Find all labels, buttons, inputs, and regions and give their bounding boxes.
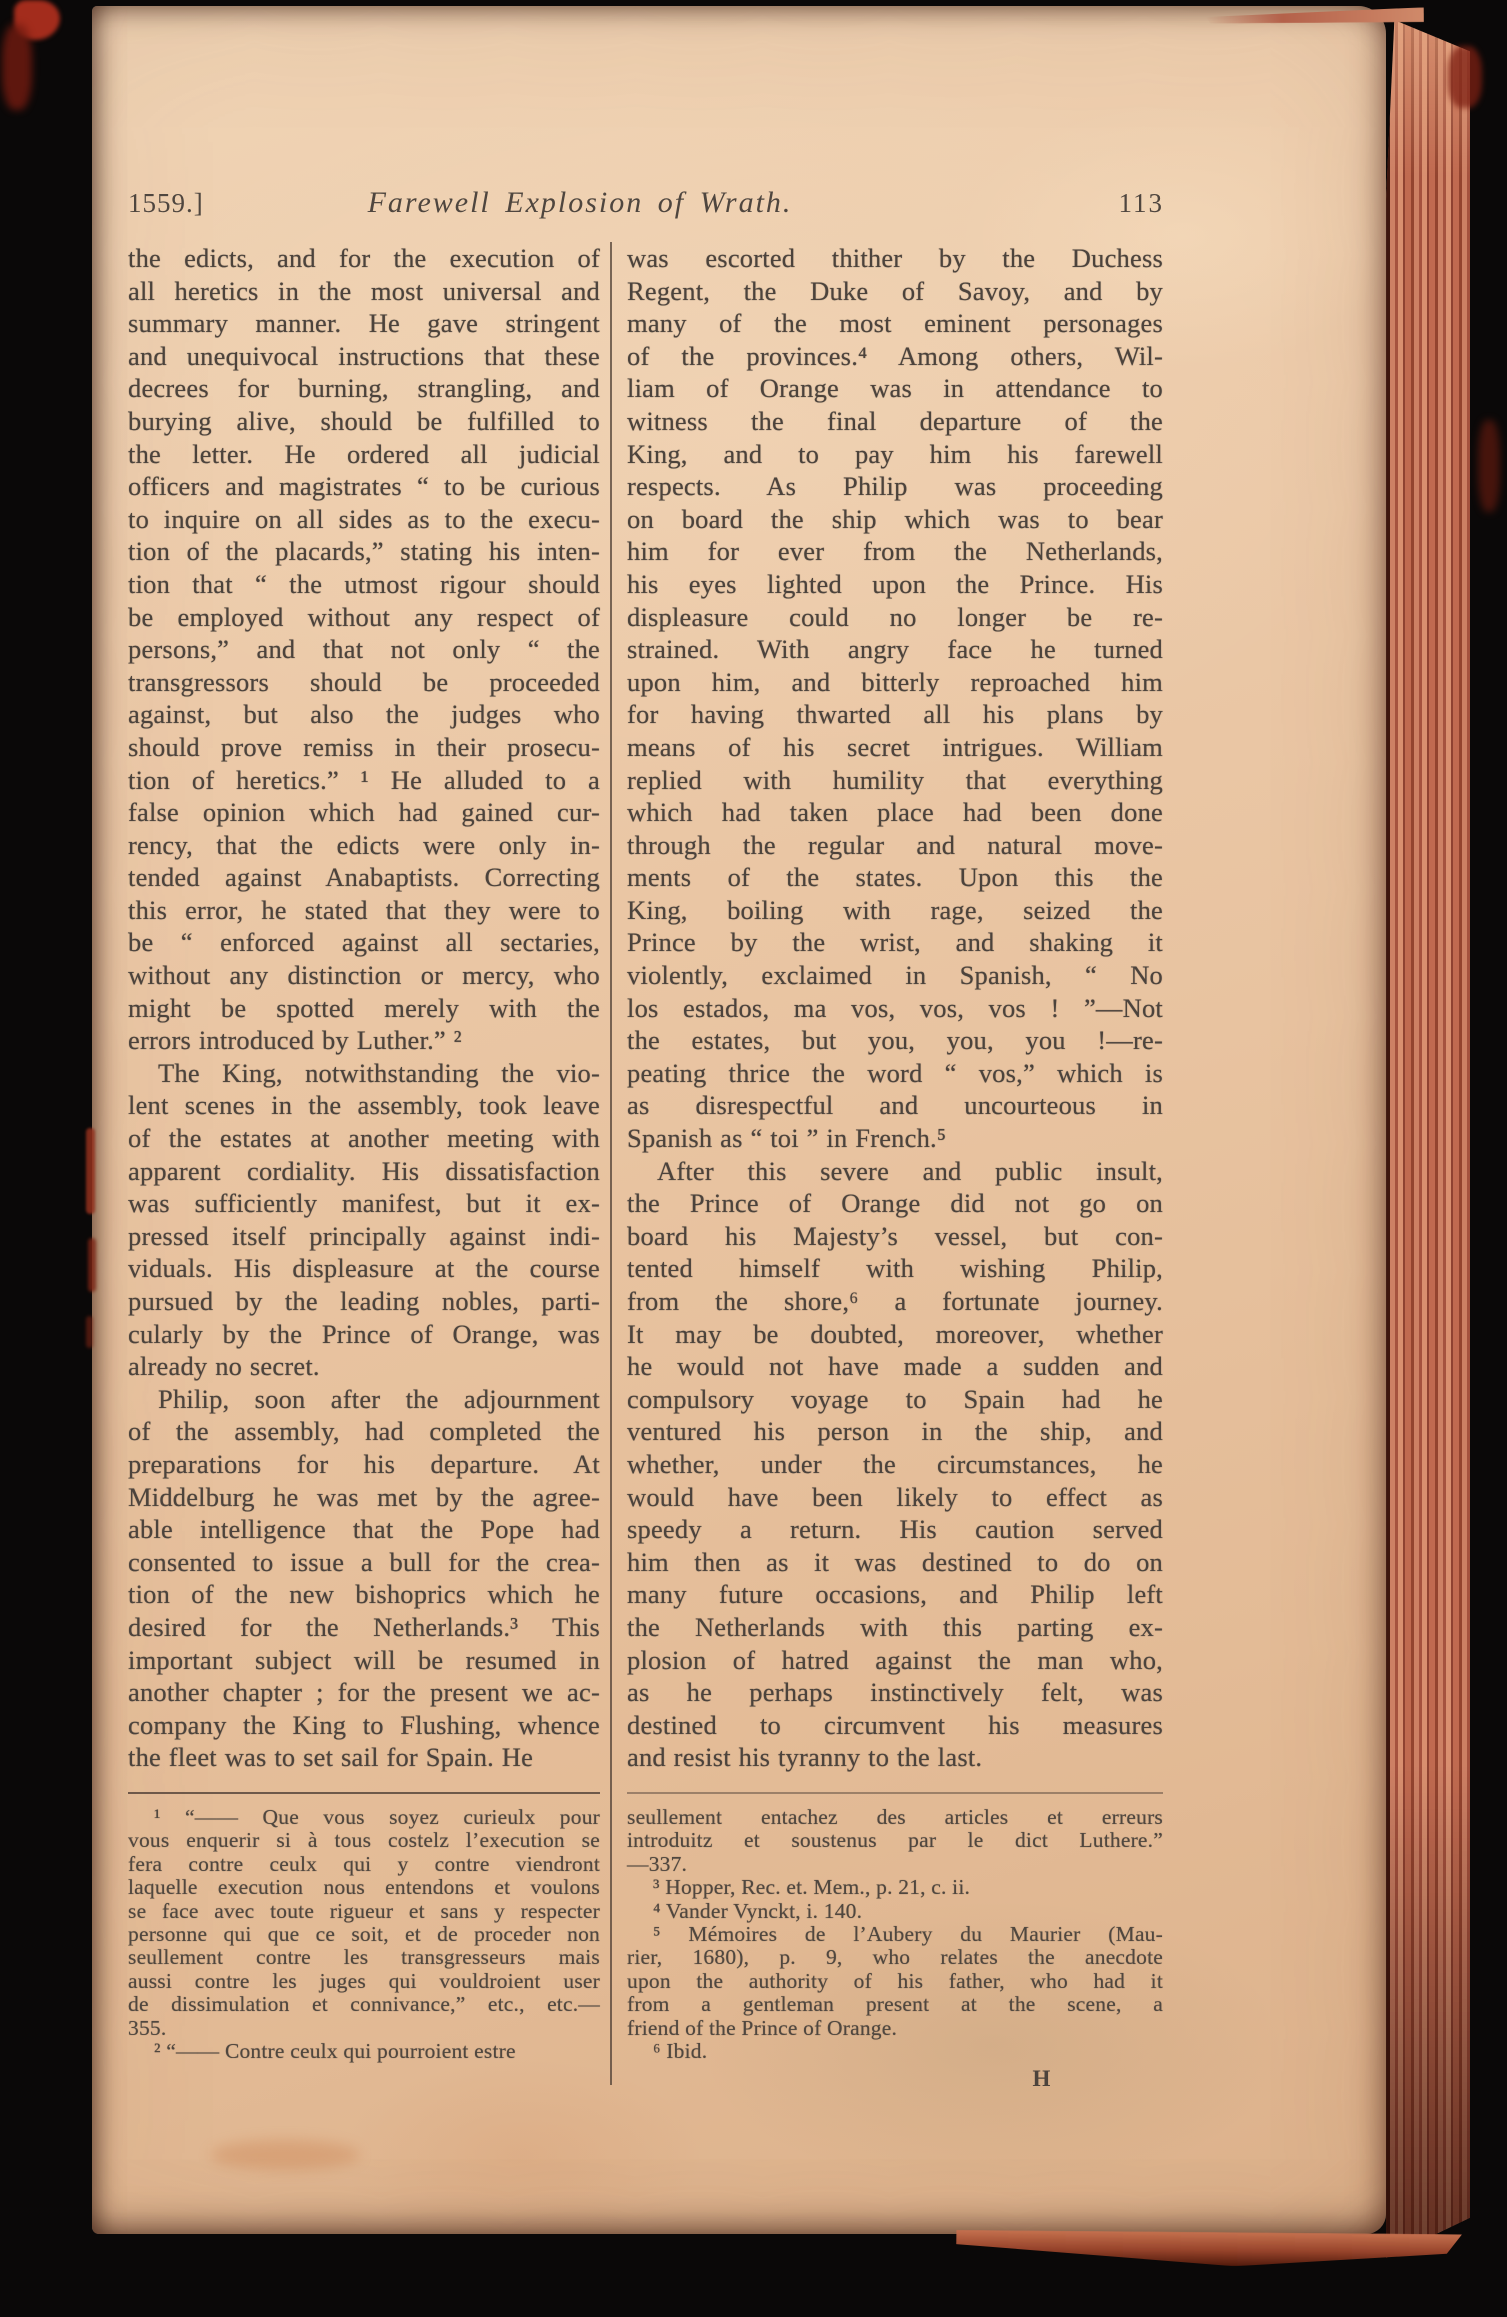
text-line: strained. With angry face he turned: [627, 634, 1163, 665]
text-line: tion of the new bishoprics which he: [128, 1579, 600, 1610]
text-line: to inquire on all sides as to the execu-: [128, 503, 600, 534]
text-line: ventured his person in the ship, and: [627, 1416, 1163, 1447]
text-line: ⁴ Vander Vynckt, i. 140.: [653, 1898, 863, 1923]
text-line: board his Majesty’s vessel, but con-: [627, 1220, 1163, 1251]
text-line: the estates, but you, you, you !—re-: [627, 1025, 1163, 1056]
text-line: was sufficiently manifest, but it ex-: [128, 1188, 600, 1219]
text-line: ³ Hopper, Rec. et. Mem., p. 21, c. ii.: [653, 1875, 971, 1900]
text-line: violently, exclaimed in Spanish, “ No: [627, 960, 1163, 991]
text-line: fera contre ceulx qui y contre viendront: [128, 1851, 600, 1876]
book-page: [92, 6, 1386, 2234]
text-line: decrees for burning, strangling, and: [128, 373, 600, 404]
text-line: burying alive, should be fulfilled to: [128, 405, 600, 436]
text-line: lent scenes in the assembly, took leave: [128, 1090, 600, 1121]
column-divider: [610, 242, 612, 2085]
text-line: he would not have made a sudden and: [627, 1351, 1163, 1382]
text-line: this error, he stated that they were to: [128, 894, 600, 925]
book-fore-edge: [1386, 20, 1470, 2258]
text-line: ⁵ Mémoires de l’Aubery du Maurier (Mau-: [653, 1922, 1163, 1947]
text-line: ⁶ Ibid.: [653, 2039, 708, 2064]
text-line: as disrespectful and uncourteous in: [627, 1090, 1163, 1121]
text-line: destined to circumvent his measures: [627, 1709, 1163, 1740]
red-edge-mark: [88, 1238, 96, 1292]
stain-smudge: [210, 2140, 360, 2170]
right-footnotes: [627, 1806, 1163, 2063]
text-line: peating thrice the word “ vos,” which is: [627, 1057, 1163, 1088]
text-line: apparent cordiality. His dissatisfaction: [128, 1155, 600, 1186]
text-line: tion of heretics.” ¹ He alluded to a: [128, 764, 600, 795]
text-line: It may be doubted, moreover, whether: [627, 1318, 1163, 1349]
left-footnotes: [128, 1806, 600, 2063]
text-line: errors introduced by Luther.” ²: [128, 1025, 462, 1056]
text-line: important subject will be resumed in: [128, 1644, 600, 1675]
text-line: be “ enforced against all sectaries,: [128, 927, 600, 958]
text-line: The King, notwithstanding the vio-: [158, 1057, 600, 1088]
text-line: the letter. He ordered all judicial: [128, 438, 600, 469]
text-line: los estados, ma vos, vos, vos ! ”—Not: [627, 992, 1163, 1023]
text-line: Philip, soon after the adjournment: [158, 1383, 600, 1414]
text-line: liam of Orange was in attendance to: [627, 373, 1163, 404]
text-line: and unequivocal instructions that these: [128, 340, 600, 371]
text-line: seullement entachez des articles et erreurs: [627, 1805, 1163, 1829]
red-edge-mark: [86, 1316, 93, 1348]
text-line: of the estates at another meeting with: [128, 1123, 600, 1154]
text-line: After this severe and public insult,: [657, 1155, 1163, 1186]
text-line: —337.: [627, 1851, 688, 1876]
text-line: Regent, the Duke of Savoy, and by: [627, 275, 1163, 306]
text-line: from the shore,⁶ a fortunate journey.: [627, 1286, 1163, 1316]
text-line: compulsory voyage to Spain had he: [627, 1383, 1163, 1414]
text-line: the Netherlands with this parting ex-: [627, 1611, 1163, 1642]
text-line: aussi contre les juges qui vouldroient user: [128, 1968, 600, 1993]
text-line: desired for the Netherlands.³ This: [128, 1611, 600, 1642]
text-line: the fleet was to set sail for Spain. He: [128, 1742, 534, 1773]
text-line: personne qui que ce soit, et de proceder non: [128, 1922, 600, 1947]
text-line: might be spotted merely with the: [128, 992, 600, 1023]
text-line: plosion of hatred against the man who,: [627, 1644, 1163, 1675]
text-line: was escorted thither by the Duchess: [627, 243, 1163, 273]
book-bottom-edge: [956, 2230, 1462, 2268]
text-line: cularly by the Prince of Orange, was: [128, 1318, 600, 1349]
text-line: respects. As Philip was proceeding: [627, 471, 1163, 502]
text-line: replied with humility that everything: [627, 764, 1163, 795]
text-line: seullement contre les transgresseurs mais: [128, 1945, 600, 1970]
red-ink-blotch: [2, 24, 32, 110]
text-line: 355.: [128, 2015, 167, 2040]
text-line: the Prince of Orange did not go on: [627, 1188, 1163, 1219]
text-line: would have been likely to effect as: [627, 1481, 1163, 1512]
text-line: Prince by the wrist, and shaking it: [627, 927, 1163, 958]
text-line: tion that “ the utmost rigour should: [128, 568, 600, 599]
text-line: ² “—— Contre ceulx qui pourroient estre: [154, 2039, 516, 2064]
text-line: false opinion which had gained cur-: [128, 797, 600, 828]
text-line: of the provinces.⁴ Among others, Wil-: [627, 340, 1163, 371]
text-line: on board the ship which was to bear: [627, 503, 1163, 534]
text-line: ¹ “—— Que vous soyez curieulx pour: [154, 1805, 600, 1829]
text-line: rier, 1680), p. 9, who relates the anecdote: [627, 1945, 1163, 1970]
text-line: officers and magistrates “ to be curious: [128, 471, 600, 502]
running-title: Farewell Explosion of Wrath.: [367, 186, 793, 219]
red-ink-blotch: [1478, 420, 1500, 512]
text-line: viduals. His displeasure at the course: [128, 1253, 600, 1284]
text-line: King, boiling with rage, seized the: [627, 894, 1163, 925]
text-line: should prove remiss in their prosecu-: [128, 731, 600, 762]
text-line: from a gentleman present at the scene, a: [627, 1992, 1163, 2017]
text-line: tended against Anabaptists. Correcting: [128, 862, 600, 893]
text-line: of the assembly, had completed the: [128, 1416, 600, 1447]
page-header: [92, 188, 1386, 228]
text-line: persons,” and that not only “ the: [128, 634, 600, 665]
text-line: upon the authority of his father, who had it: [627, 1968, 1163, 1993]
text-line: be employed without any respect of: [128, 601, 600, 632]
text-line: consented to issue a bull for the crea-: [128, 1546, 600, 1577]
text-line: speedy a return. His caution served: [627, 1514, 1163, 1545]
red-edge-mark: [86, 1128, 95, 1214]
text-line: able intelligence that the Pope had: [128, 1514, 600, 1545]
text-line: preparations for his departure. At: [128, 1448, 600, 1479]
text-line: already no secret.: [128, 1351, 320, 1382]
text-line: tion of the placards,” stating his inten-: [128, 536, 600, 567]
text-line: against, but also the judges who: [128, 699, 600, 730]
text-line: introduitz et soustenus par le dict Luthere.”: [627, 1828, 1163, 1853]
text-line: Spanish as “ toi ” in French.⁵: [627, 1123, 947, 1154]
text-line: many of the most eminent personages: [627, 308, 1163, 339]
footnote-rule-right: [627, 1792, 1163, 1794]
text-line: him then as it was destined to do on: [627, 1546, 1163, 1577]
text-line: displeasure could no longer be re-: [627, 601, 1163, 632]
footnote-rule-left: [128, 1792, 600, 1794]
text-line: upon him, and bitterly reproached him: [627, 666, 1163, 697]
text-line: friend of the Prince of Orange.: [627, 2015, 898, 2040]
signature-mark: H: [1032, 2066, 1052, 2091]
text-line: whether, under the circumstances, he: [627, 1448, 1163, 1479]
text-line: pressed itself principally against indi-: [128, 1220, 600, 1251]
text-line: many future occasions, and Philip left: [627, 1579, 1163, 1610]
text-line: and resist his tyranny to the last.: [627, 1742, 983, 1773]
text-line: all heretics in the most universal and: [128, 275, 600, 306]
text-line: another chapter ; for the present we ac-: [128, 1677, 600, 1708]
text-line: de dissimulation et connivance,” etc., etc.—: [128, 1992, 600, 2017]
text-line: King, and to pay him his farewell: [627, 438, 1163, 469]
text-line: for having thwarted all his plans by: [627, 699, 1163, 730]
text-line: summary manner. He gave stringent: [128, 308, 600, 339]
red-ink-blotch: [1448, 46, 1482, 108]
text-line: Middelburg he was met by the agree-: [128, 1481, 600, 1512]
text-line: ments of the states. Upon this the: [627, 862, 1163, 893]
text-line: means of his secret intrigues. William: [627, 731, 1163, 762]
page-number: 113: [1118, 188, 1164, 218]
text-line: through the regular and natural move-: [627, 829, 1163, 860]
left-column: [128, 242, 600, 1774]
text-line: which had taken place had been done: [627, 797, 1163, 828]
text-line: as he perhaps instinctively felt, was: [627, 1677, 1163, 1708]
text-line: the edicts, and for the execution of: [128, 243, 600, 273]
text-line: vous enquerir si à tous costelz l’execution se: [128, 1828, 600, 1853]
text-line: his eyes lighted upon the Prince. His: [627, 568, 1163, 599]
text-line: witness the final departure of the: [627, 405, 1163, 436]
right-column: [627, 242, 1163, 1774]
text-line: pursued by the leading nobles, parti-: [128, 1286, 600, 1316]
text-line: company the King to Flushing, whence: [128, 1709, 600, 1740]
year-label: 1559.]: [128, 188, 204, 218]
text-line: him for ever from the Netherlands,: [627, 536, 1163, 567]
text-line: se face avec toute rigueur et sans y respecter: [128, 1898, 600, 1923]
text-line: without any distinction or mercy, who: [128, 960, 600, 991]
text-line: tented himself with wishing Philip,: [627, 1253, 1163, 1284]
text-line: laquelle execution nous entendons et voulons: [128, 1875, 600, 1900]
text-line: rency, that the edicts were only in-: [128, 829, 600, 860]
text-line: transgressors should be proceeded: [128, 666, 600, 697]
